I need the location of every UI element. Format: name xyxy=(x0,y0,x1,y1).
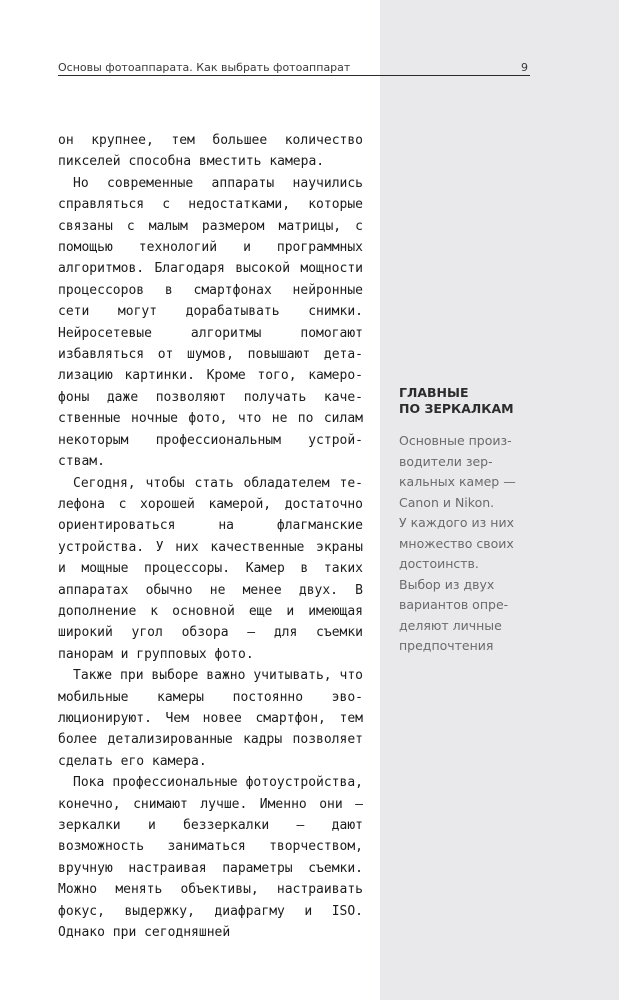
paragraph-5: Пока профессиональные фотоустройства, конечно, снимают лучше. Именно они — зеркалки и беззеркалки — дают возможность заниматься творчеством, вручную настраивая параметры съемки. Можно менять объективы, настраивать фокус, выдержку, диафрагму и ISO. Однако при сегодняшней xyxy=(58,775,363,941)
header-rule xyxy=(58,75,530,76)
sidebar-body-line: предпочтения xyxy=(399,638,494,653)
paragraph-4: Также при выборе важно учитывать, что мобильные камеры постоянно эволюционируют. Чем новее смартфон, тем более детализированные кадры позволяет сделать его камера. xyxy=(58,668,363,769)
sidebar-body-line: вариантов опре- xyxy=(399,597,509,612)
running-title: Основы фотоаппарата. Как выбрать фотоаппарат xyxy=(58,61,351,74)
paragraph-3: Сегодня, чтобы стать обладателем телефона с хорошей камерой, достаточно ориентироваться на флагманские устройства. У них качественные экраны и мощные процессоры. Камер в таких аппаратах обычно не менее двух. В дополнение к основной еще и имеющая широкий угол обзора — для съемки панорам и групповых фото. xyxy=(58,475,363,662)
sidebar-note xyxy=(399,385,534,657)
sidebar-body-line: достоинств. xyxy=(399,556,479,571)
main-text-column xyxy=(58,130,363,943)
sidebar-body-line: водители зер- xyxy=(399,453,493,469)
paragraph-2: Но современные аппараты научились справляться с недостатками, которые связаны с малым размером матрицы, с помощью технологий и программных алгоритмов. Благодаря высокой мощности процессоров в смартфонах нейронные сети могут дорабатывать снимки. Нейросетевые алгоритмы помогают избавляться от шумов, повышают детализацию картинки. Кроме того, камерофоны даже позволяют получать качественные ночные фото, что не по силам некоторым профессиональным устройствам. xyxy=(58,175,363,470)
page-number: 9 xyxy=(521,61,528,74)
sidebar-heading-line: ГЛАВНЫЕ xyxy=(399,385,469,400)
paragraph-1: он крупнее, тем большее количество пикселей способна вместить камера. xyxy=(58,133,363,170)
sidebar-body xyxy=(399,431,534,657)
sidebar-heading xyxy=(399,385,534,417)
sidebar-body-line: кальных камер — xyxy=(399,474,516,489)
sidebar-body-line: Canon и Nikon. xyxy=(399,494,495,510)
sidebar-body-line: Основные произ- xyxy=(399,433,512,448)
sidebar-body-line: Выбор из двух xyxy=(399,576,495,592)
running-header xyxy=(58,61,530,75)
sidebar-heading-line: ПО ЗЕРКАЛКАМ xyxy=(399,401,514,416)
sidebar-body-line: У каждого из них xyxy=(399,515,514,530)
sidebar-body-line: деляют личные xyxy=(399,617,502,633)
sidebar-body-line: множество своих xyxy=(399,535,514,551)
